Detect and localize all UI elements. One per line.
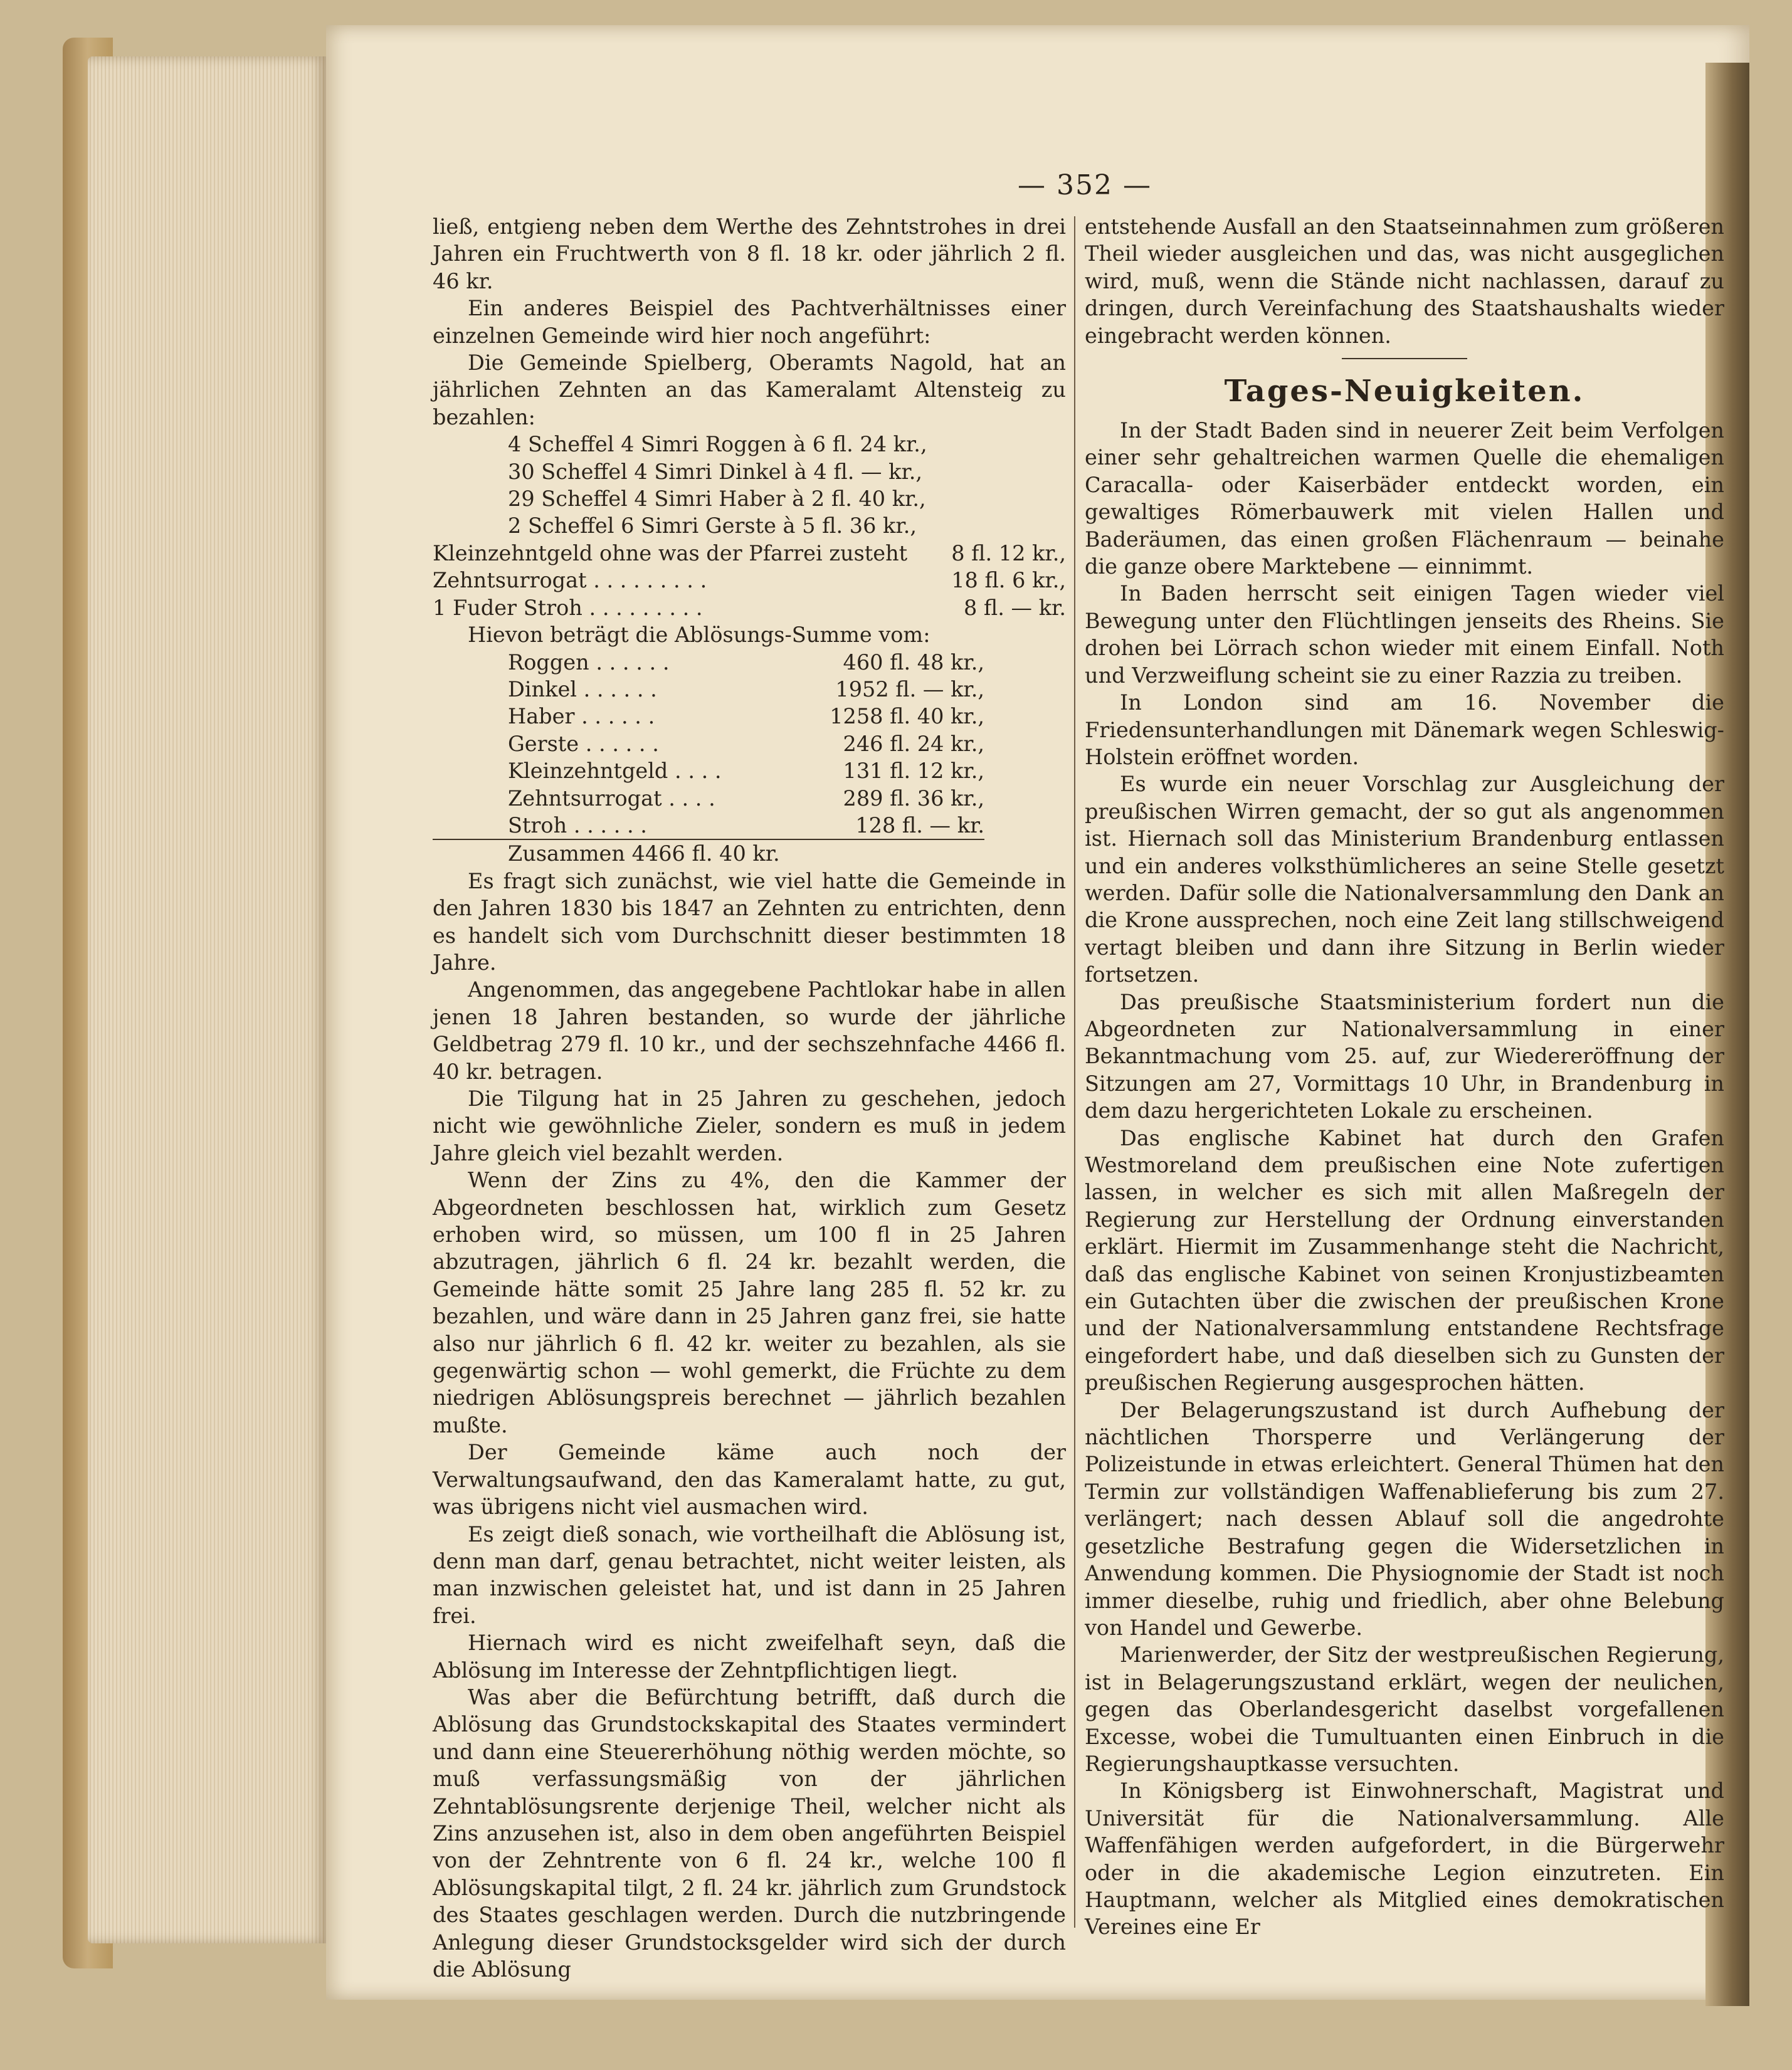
left-paragraph-8: Wenn der Zins zu 4%, den die Kammer der Abgeordneten beschlossen hat, wirklich zum Gesetz erhoben wird, so müssen, um 100 fl in 25 Jahren abzutragen, jährlich 6 fl. 24 kr. bezahlt werden, die Gemeinde hätte somit 25 Jahre lang 285 fl. 52 kr. zu bezahlen, und wäre dann in 25 Jahren ganz frei, sie hatte also nur jährlich 6 fl. 42 kr. weiter zu bezahlen, als sie gegenwärtig schon — wohl gemerkt, die Früchte zu dem niedrigen Ablösungspreis berechnet — jährlich bezahlen mußte.: [433, 1168, 1066, 1437]
right-paragraph-10: In Königsberg ist Einwohnerschaft, Magistrat und Universität für die Nationalversammlung. Alle Waffenfähigen werden aufgefordert, in die Bürgerwehr oder in die akademische Legion einzutreten. Ein Hauptmann, welcher als Mitglied eines demokratischen Vereines eine Er: [1085, 1778, 1724, 1940]
left-paragraph-7: Die Tilgung hat in 25 Jahren zu geschehen, jedoch nicht wie gewöhnliche Zieler, sondern es muß in jedem Jahre gleich viel bezahlt werden.: [433, 1086, 1066, 1165]
right-paragraph-1: entstehende Ausfall an den Staatseinnahmen zum größeren Theil wieder ausgleichen und das, was nicht ausgeglichen wird, muß, wenn die Stände nicht nachlassen, darauf zu dringen, durch Vereinfachung des Staatshaushalts wieder eingebracht werden können.: [1085, 214, 1724, 348]
left-paragraph-5: Es fragt sich zunächst, wie viel hatte die Gemeinde in den Jahren 1830 bis 1847 an Zehnten zu entrichten, denn es handelt sich vom Durchschnitt dieser bestimmten 18 Jahre.: [433, 868, 1066, 975]
table-row: Gerste . . . . . . 246 fl. 24 kr.,: [508, 731, 984, 756]
left-paragraph-10: Es zeigt dieß sonach, wie vortheilhaft die Ablösung ist, denn man darf, genau betrachtet, nicht weiter leisten, als man inzwischen geleistet hat, und ist dann in 25 Jahren frei.: [433, 1521, 1066, 1628]
left-paragraph-6: Angenommen, das angegebene Pachtlokar habe in allen jenen 18 Jahren bestanden, so wurde der jährliche Geldbetrag 279 fl. 10 kr., und der sechszehnfache 4466 fl. 40 kr. betragen.: [433, 977, 1066, 1084]
page-block-edge: [88, 56, 326, 1943]
redemption-table: [433, 649, 984, 868]
right-column: [1085, 213, 1724, 1941]
table-row: Roggen . . . . . . 460 fl. 48 kr.,: [508, 649, 984, 675]
table-row: Stroh . . . . . . 128 fl. — kr.: [508, 812, 984, 838]
section-divider: [1342, 358, 1467, 359]
table-total-row: Zusammen 4466 fl. 40 kr.: [433, 839, 984, 867]
right-paragraph-9: Marienwerder, der Sitz der westpreußischen Regierung, ist in Belagerungszustand erklärt, wegen der neulichen, gegen das Oberlandesgericht daselbst vorgefallenen Excesse, wobei die Tumultuanten einen Einbruch in die Regierungshauptkasse versuchten.: [1085, 1642, 1724, 1776]
right-paragraph-2: In der Stadt Baden sind in neuerer Zeit beim Verfolgen einer sehr gehaltreichen warmen Quelle die ehemaligen Caracalla- oder Kaiserbäder entdeckt worden, ein gewaltiges Römerbauwerk mit vielen Hallen und Baderäumen, das einen großen Flächenraum — beinahe die ganze obere Marktebene — einnimmt.: [1085, 418, 1724, 579]
right-paragraph-6: Das preußische Staatsministerium fordert nun die Abgeordneten zur Nationalversammlung in einer Bekanntmachung vom 25. auf, zur Wiedereröffnung der Sitzungen am 27, Vormittags 10 Uhr, in Brandenburg in dem dazu hergerichteten Lokale zu erscheinen.: [1085, 989, 1724, 1123]
left-paragraph-9: Der Gemeinde käme auch noch der Verwaltungsaufwand, den das Kameralamt hatte, zu gut, was übrigens nicht viel ausmachen wird.: [433, 1440, 1066, 1520]
table-row: 1 Fuder Stroh . . . . . . . . . 8 fl. — kr.: [433, 595, 1066, 620]
left-paragraph-12: Was aber die Befürchtung betrifft, daß durch die Ablösung das Grundstockskapital des Staates vermindert und dann eine Steuererhöhung nöthig werden möchte, so muß verfassungsmäßig von der jährlichen Zehntablösungsrente derjenige Theil, welcher nicht als Zins anzusehen ist, also in dem oben angeführten Beispiel von der Zehntrente von 6 fl. 24 kr., welche 100 fl Ablösungskapital tilgt, 2 fl. 24 kr. jährlich zum Grundstock des Staates geschlagen werden. Durch die nutzbringende Anlegung dieser Grundstocksgelder wird sich der durch die Ablösung: [433, 1684, 1066, 1982]
table-row: Dinkel . . . . . . 1952 fl. — kr.,: [508, 676, 984, 701]
table-row: 29 Scheffel 4 Simri Haber à 2 fl. 40 kr.,: [508, 486, 926, 512]
column-divider: [1074, 216, 1075, 1928]
left-paragraph-4: Hievon beträgt die Ablösungs-Summe vom:: [468, 623, 930, 648]
right-paragraph-7: Das englische Kabinet hat durch den Grafen Westmoreland dem preußischen eine Note zufertigen lassen, in welcher es sich mit allen Maßregeln der Regierung zur Herstellung der Ordnung einverstanden erklärt. Hiermit im Zusammenhange steht die Nachricht, daß das englische Kabinet von seinen Kronjustizbeamten ein Gutachten über die zwischen der preußischen Krone und der Nationalversammlung entstandene Rechtsfrage eingefordert habe, und daß dieselben sich zu Gunsten der preußischen Regierung ausgesprochen hätten.: [1085, 1125, 1724, 1395]
table-row: Haber . . . . . . 1258 fl. 40 kr.,: [508, 704, 984, 729]
table-row: Kleinzehntgeld ohne was der Pfarrei zusteht 8 fl. 12 kr.,: [433, 540, 1066, 565]
table-row: 2 Scheffel 6 Simri Gerste à 5 fl. 36 kr.,: [508, 513, 917, 539]
tithe-table: [433, 431, 1066, 621]
left-column: [433, 213, 1066, 1983]
table-row: Zehntsurrogat . . . . 289 fl. 36 kr.,: [508, 785, 984, 811]
left-paragraph-3: Die Gemeinde Spielberg, Oberamts Nagold, hat an jährlichen Zehnten an das Kameralamt Altensteig zu bezahlen:: [433, 350, 1066, 429]
section-title: Tages-Neuigkeiten.: [1224, 374, 1585, 409]
table-row: Zehntsurrogat . . . . . . . . . 18 fl. 6 kr.,: [433, 568, 1066, 593]
left-paragraph-11: Hiernach wird es nicht zweifelhaft seyn, daß die Ablösung im Interesse der Zehntpflichtigen liegt.: [433, 1631, 1066, 1683]
right-paragraph-5: Es wurde ein neuer Vorschlag zur Ausgleichung der preußischen Wirren gemacht, der so gut als angenommen ist. Hiernach soll das Ministerium Brandenburg entlassen und ein anderes volksthümlicheres an seine Stelle gesetzt werden. Dafür solle die Nationalversammlung den Dank an die Krone aussprechen, noch eine Zeit lang stillschweigend vertagt bleiben und dann ihre Sitzung in Berlin wieder fortsetzen.: [1085, 772, 1724, 987]
right-paragraph-4: In London sind am 16. November die Friedensunterhandlungen mit Dänemark wegen Schleswig-Holstein eröffnet worden.: [1085, 690, 1724, 769]
right-paragraph-3: In Baden herrscht seit einigen Tagen wieder viel Bewegung unter den Flüchtlingen jenseits des Rheins. Sie drohen bei Lörrach schon wieder mit einem Einfall. Noth und Verzweiflung scheint sie zu einer Razzia zu treiben.: [1085, 581, 1724, 688]
table-row: Kleinzehntgeld . . . . 131 fl. 12 kr.,: [508, 759, 984, 784]
table-row: 4 Scheffel 4 Simri Roggen à 6 fl. 24 kr.,: [508, 432, 927, 457]
left-paragraph-2: Ein anderes Beispiel des Pachtverhältnisses einer einzelnen Gemeinde wird hier noch angeführt:: [433, 296, 1066, 348]
table-row: 30 Scheffel 4 Simri Dinkel à 4 fl. — kr.,: [508, 459, 923, 484]
right-paragraph-8: Der Belagerungszustand ist durch Aufhebung der nächtlichen Thorsperre und Verlängerung der Polizeistunde in etwas erleichtert. General Thümen hat den Termin zur vollständigen Waffenablieferung bis zum 27. verlängert; nach dessen Ablauf soll die angedrohte gesetzliche Bestrafung gegen die Widersetzlichen in Anwendung kommen. Die Physiognomie der Stadt ist noch immer dieselbe, ruhig und friedlich, aber ohne Belebung von Handel und Gewerbe.: [1085, 1397, 1724, 1640]
page-number: — 352 —: [1018, 169, 1152, 201]
left-paragraph-1: ließ, entgieng neben dem Werthe des Zehntstrohes in drei Jahren ein Fruchtwerth von 8 fl. 18 kr. oder jährlich 2 fl. 46 kr.: [433, 214, 1066, 293]
